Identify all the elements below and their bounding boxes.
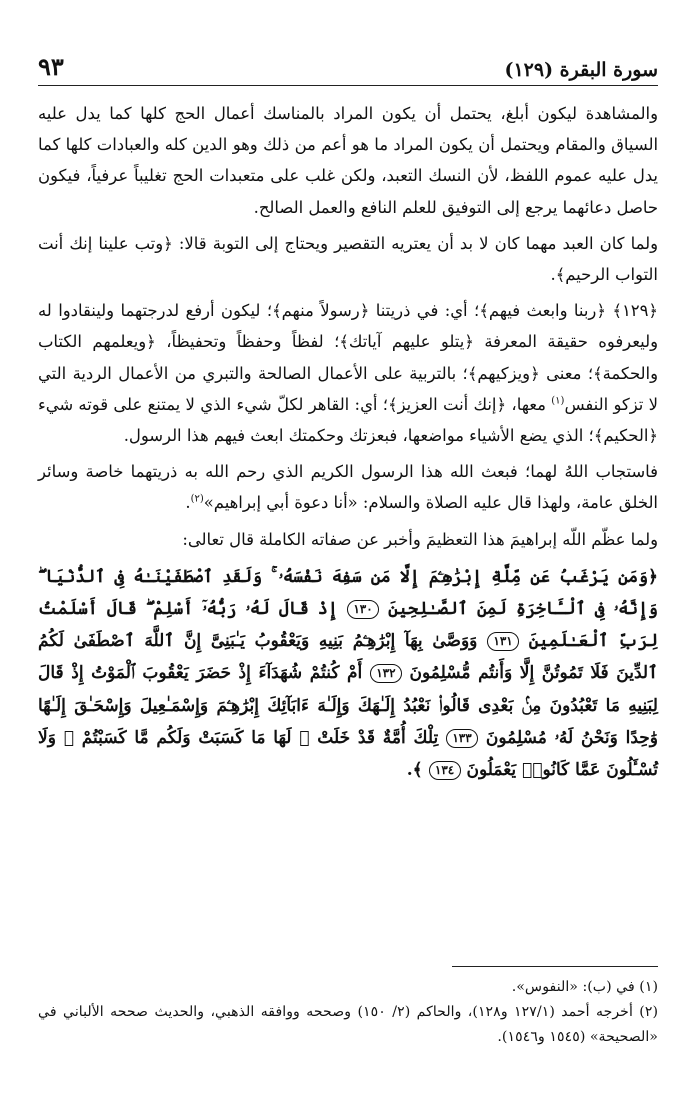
footnote-ref[interactable]: (٢) xyxy=(190,493,204,505)
paragraph: والمشاهدة ليكون أبلغ، يحتمل أن يكون المراد بالمناسك أعمال الحج كلها كما يدل عليه السياق والمقام ويحتمل أن يكون المراد ما هو أعم من ذلك وهو الدين كله والعبادات كلها كما يدل عليه عموم اللفظ، لأن النسك التعبد، ولكن غلب على متعبدات الحج تغليباً عرفياً، فيكون حاصل دعائهما يرجع إلى التوفيق للعلم النافع والعمل الصالح. xyxy=(38,104,658,217)
ayah-number-marker: ١٣٣ xyxy=(446,729,478,748)
verse-text: وَوَصَّىٰ بِهَآ إِبْرَٰهِـۧمُ بَنِيهِ وَيَعْقُوبُ يَـٰبَنِىَّ إِنَّ ٱللَّهَ ٱصْطَفَىٰ لَكُمُ ٱلدِّينَ فَلَا تَمُوتُنَّ إِلَّا وَأَنتُم مُّسْلِمُونَ xyxy=(38,631,659,684)
paragraph xyxy=(38,456,658,518)
paragraph-text: ﴿١٢٩﴾ ﴿ربنا وابعث فيهم﴾؛ أي: في ذريتنا ﴿رسولاً منهم﴾؛ ليكون أرفع لدرجتهما ولينقادوا له وليعرفوه حقيقة المعرفة ﴿يتلو عليهم آياتك﴾؛ لفظاً وحفظاً وتحفيظاً، ﴿ويعلمهم الكتاب والحكمة﴾؛ معنى ﴿ويزكيهم﴾؛ بالتربية على الأعمال الصالحة والتبري من الأعمال الردية التي لا تزكو النفس xyxy=(38,301,658,414)
paragraph-text: معها، ﴿إنك أنت العزيز﴾؛ أي: القاهر لكلّ شيء الذي لا يمتنع على قوته شيء ﴿الحكيم﴾؛ الذي يضع الأشياء مواضعها، فبعزتك وحكمتك ابعث فيهم هذا الرسول. xyxy=(38,394,658,446)
footnote: (٢) أخرجه أحمد (١٢٧/١ و١٢٨)، والحاكم (٢/ ١٥٠) وصححه ووافقه الذهبي، والحديث صححه الألباني في «الصحيحة» (١٥٤٥ و١٥٤٦). xyxy=(38,1004,658,1045)
verse-text: إِذْ قَالَ لَهُۥ رَبُّهُۥٓ أَسْلِمْ ۖ قَالَ أَسْلَمْتُ لِرَبِّ ٱلْعَـٰلَمِينَ xyxy=(38,599,659,652)
book-page xyxy=(38,52,659,1045)
footnote-ref[interactable]: (١) xyxy=(551,395,565,407)
ayah-number-marker: ١٣٠ xyxy=(347,600,379,619)
verse-text: ﴿وَمَن يَرْغَبُ عَن مِّلَّةِ إِبْرَٰهِـۧمَ إِلَّا مَن سَفِهَ نَفْسَهُۥ ۚ وَلَقَدِ ٱصْطَفَيْنَـٰهُ فِى ٱلدُّنْيَا ۖ وَإِنَّهُۥ فِى ٱلْـَٔاخِرَةِ لَمِنَ ٱلصَّـٰلِحِينَ xyxy=(38,566,658,620)
commentary-body xyxy=(38,98,658,555)
ayah-number-marker: ١٣٤ xyxy=(429,761,461,780)
quran-verses xyxy=(38,561,658,786)
paragraph: ولما كان العبد مهما كان لا بد أن يعتريه التقصير ويحتاج إلى التوبة قالا: ﴿وتب علينا إنك أنت التواب الرحيم﴾. xyxy=(38,233,658,285)
surah-title: سورة البقرة (١٢٩) xyxy=(504,59,658,81)
verse-text: أَمْ كُنتُمْ شُهَدَآءَ إِذْ حَضَرَ يَعْقُوبَ ٱلْمَوْتُ إِذْ قَالَ لِبَنِيهِ مَا تَعْبُدُونَ مِنۢ بَعْدِى قَالُوا۟ نَعْبُدُ إِلَـٰهَكَ وَإِلَـٰهَ ءَابَآئِكَ إِبْرَٰهِـۧمَ وَإِسْمَـٰعِيلَ وَإِسْحَـٰقَ إِلَـٰهًا وَٰحِدًا وَنَحْنُ لَهُۥ مُسْلِمُونَ xyxy=(38,663,659,748)
footnote: (١) في (ب): «النفوس». xyxy=(511,979,658,995)
paragraph: ولما عظّم اللّه إبراهيمَ هذا التعظيمَ وأخبر عن صفاته الكاملة قال تعالى: xyxy=(182,529,658,549)
ayah-number-marker: ١٣٢ xyxy=(370,664,402,683)
ayah-number-marker: ١٣١ xyxy=(487,632,519,651)
page-header xyxy=(38,52,658,86)
verse-close-bracket: ﴾. xyxy=(406,760,423,781)
paragraph-text: فاستجاب اللهُ لهما؛ فبعث الله هذا الرسول الكريم الذي رحم الله به ذريتهما خاصة وسائر الخلق عامة، ولهذا قال عليه الصلاة والسلام: «أنا دعوة أبي إبراهيم» xyxy=(38,462,658,513)
footnotes xyxy=(38,975,658,1050)
paragraph xyxy=(38,295,658,451)
verse-text: تِلْكَ أُمَّةٌ قَدْ خَلَتْ ۖ لَهَا مَا كَسَبَتْ وَلَكُم مَّا كَسَبْتُمْ ۖ وَلَا تُسْـَٔلُونَ عَمَّا كَانُوا۟ يَعْمَلُونَ xyxy=(38,727,658,781)
paragraph-text: . xyxy=(185,493,191,513)
page-number: ٩٣ xyxy=(38,52,64,81)
footnote-divider xyxy=(452,966,658,967)
